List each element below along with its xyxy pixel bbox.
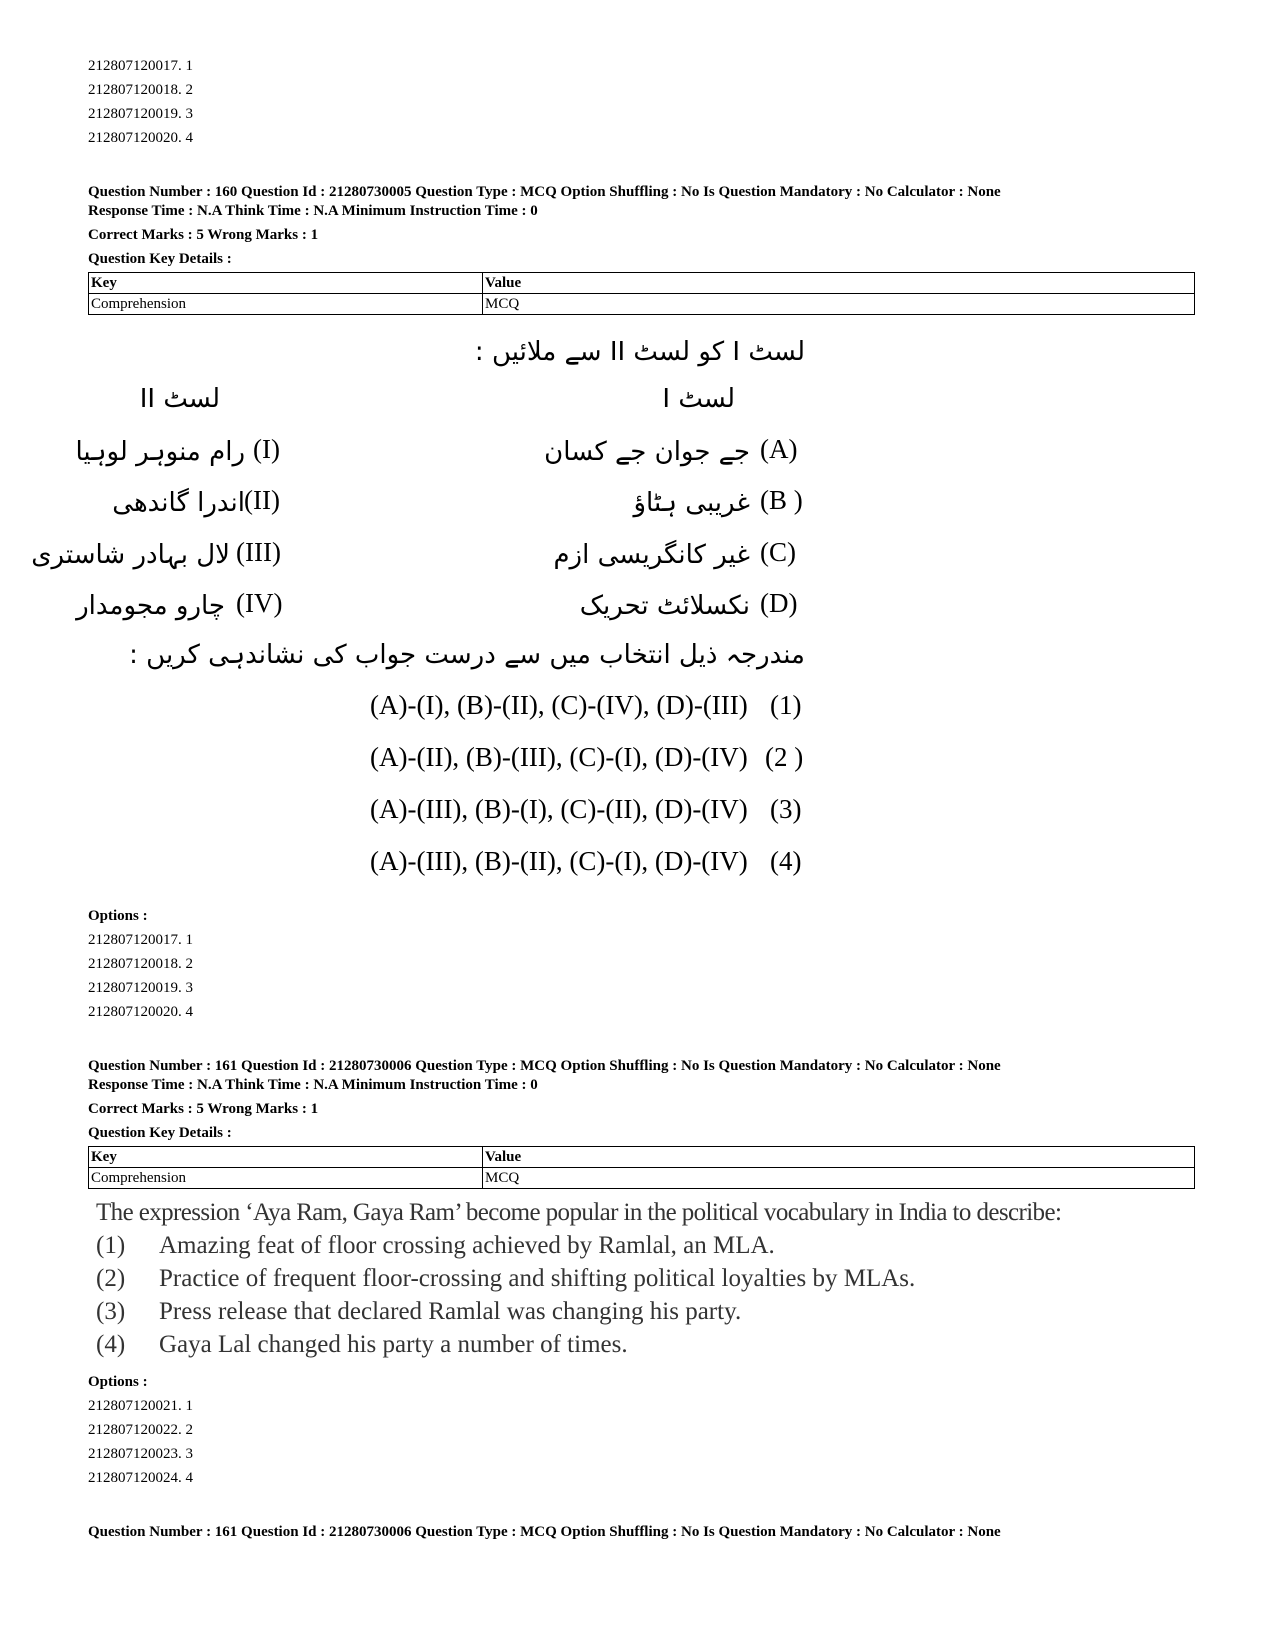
options-label: Options :: [88, 1374, 148, 1390]
table-header-key: Key: [89, 273, 483, 294]
option-line: 212807120017. 1: [88, 58, 193, 74]
answer-choice-text: (A)-(III), (B)-(II), (C)-(I), (D)-(IV): [370, 846, 748, 876]
option-line: 212807120018. 2: [88, 82, 193, 98]
list1-item-text: غیر کانگریسی ازم: [553, 540, 750, 570]
key-value-table: [88, 1146, 1195, 1189]
table-header-value: Value: [483, 1147, 1195, 1168]
urdu-title: لسٹ I کو لسٹ II سے ملائیں :: [474, 337, 805, 367]
table-cell-key: Comprehension: [89, 1168, 483, 1189]
question-timing: Response Time : N.A Think Time : N.A Minimum Instruction Time : 0: [88, 203, 538, 219]
question-header: Question Number : 161 Question Id : 21280730006 Question Type : MCQ Option Shuffling : No Is Question Mandatory : No Calculator : None: [88, 1524, 1001, 1540]
answer-choice-number: (3): [96, 1298, 126, 1325]
list1-item-label: (B ): [760, 485, 803, 515]
list2-item-label: (IV): [236, 588, 283, 618]
answer-choice-number: (1): [96, 1232, 126, 1259]
option-line: 212807120019. 3: [88, 106, 193, 122]
list1-heading: لسٹ I: [662, 384, 735, 414]
answer-choice-number: (2): [96, 1265, 126, 1292]
key-details-label: Question Key Details :: [88, 1125, 232, 1141]
answer-choice-number: (4): [96, 1331, 126, 1358]
option-line: 212807120022. 2: [88, 1422, 193, 1438]
list1-item-label: (D): [760, 588, 798, 618]
list1-item-label: (A): [760, 434, 798, 464]
question-marks: Correct Marks : 5 Wrong Marks : 1: [88, 227, 319, 243]
question-timing: Response Time : N.A Think Time : N.A Minimum Instruction Time : 0: [88, 1077, 538, 1093]
answer-choice-text: Gaya Lal changed his party a number of times.: [159, 1331, 628, 1358]
table-cell-value: MCQ: [483, 294, 1195, 315]
answer-choice-number: (3): [770, 794, 802, 824]
list2-item-label: (II): [244, 485, 280, 515]
question-header: Question Number : 161 Question Id : 21280730006 Question Type : MCQ Option Shuffling : No Is Question Mandatory : No Calculator : None: [88, 1058, 1001, 1074]
key-details-label: Question Key Details :: [88, 251, 232, 267]
table-header-value: Value: [483, 273, 1195, 294]
list1-item-text: غریبی ہٹاؤ: [633, 488, 750, 518]
answer-choice-text: (A)-(III), (B)-(I), (C)-(II), (D)-(IV): [370, 794, 748, 824]
option-line: 212807120024. 4: [88, 1470, 193, 1486]
list2-item-text: رام منوہر لوہیا: [75, 437, 245, 467]
list2-heading: لسٹ II: [139, 384, 220, 414]
options-label: Options :: [88, 908, 148, 924]
option-line: 212807120020. 4: [88, 130, 193, 146]
answer-choice-text: (A)-(I), (B)-(II), (C)-(IV), (D)-(III): [370, 690, 748, 720]
option-line: 212807120017. 1: [88, 932, 193, 948]
key-value-table: [88, 272, 1195, 315]
table-header-key: Key: [89, 1147, 483, 1168]
list2-item-text: اندرا گاندھی: [112, 488, 245, 518]
answer-choice-number: (1): [770, 690, 802, 720]
urdu-instruction: مندرجہ ذیل انتخاب میں سے درست جواب کی نشاندہی کریں :: [129, 640, 805, 670]
option-line: 212807120023. 3: [88, 1446, 193, 1462]
option-line: 212807120018. 2: [88, 956, 193, 972]
option-line: 212807120021. 1: [88, 1398, 193, 1414]
option-line: 212807120020. 4: [88, 1004, 193, 1020]
list1-item-text: جے جوان جے کسان: [544, 437, 750, 467]
question-header: Question Number : 160 Question Id : 21280730005 Question Type : MCQ Option Shuffling : No Is Question Mandatory : No Calculator : None: [88, 184, 1001, 200]
answer-choice-text: Press release that declared Ramlal was changing his party.: [159, 1298, 742, 1325]
list2-item-label: (I): [253, 434, 280, 464]
answer-choice-number: (4): [770, 846, 802, 876]
answer-choice-text: Amazing feat of floor crossing achieved by Ramlal, an MLA.: [159, 1232, 775, 1259]
answer-choice-text: Practice of frequent floor-crossing and shifting political loyalties by MLAs.: [159, 1265, 916, 1292]
table-cell-key: Comprehension: [89, 294, 483, 315]
answer-choice-text: (A)-(II), (B)-(III), (C)-(I), (D)-(IV): [370, 742, 748, 772]
list2-item-text: چارو مجومدار: [76, 591, 225, 621]
list2-item-label: (III): [236, 537, 281, 567]
table-cell-value: MCQ: [483, 1168, 1195, 1189]
question-marks: Correct Marks : 5 Wrong Marks : 1: [88, 1101, 319, 1117]
option-line: 212807120019. 3: [88, 980, 193, 996]
list1-item-label: (C): [760, 537, 796, 567]
question-stem: The expression ‘Aya Ram, Gaya Ram’ become popular in the political vocabulary in India to describe:: [96, 1199, 1062, 1226]
answer-choice-number: (2 ): [765, 742, 804, 772]
list2-item-text: لال بہادر شاستری: [31, 540, 230, 570]
list1-item-text: نکسلائٹ تحریک: [579, 591, 750, 621]
